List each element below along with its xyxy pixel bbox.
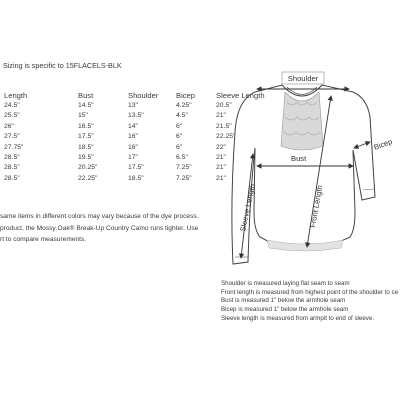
table-cell: 6" — [176, 133, 183, 141]
header-bicep: Bicep — [176, 91, 195, 100]
table-cell: 17.5" — [128, 164, 144, 172]
table-cell: 14.5" — [78, 102, 94, 109]
measurement-legend — [221, 280, 398, 324]
shoulder-label: Shoulder — [287, 74, 319, 83]
table-cell: 20.5" — [216, 102, 232, 109]
header-shoulder: Shoulder — [128, 91, 159, 100]
legend-line-sleeve-length: Sleeve length is measured from armpit to end of sleeve. — [221, 314, 375, 322]
dye-note-line: rt to compare measurements. — [0, 236, 87, 243]
table-cell: 21.5" — [216, 122, 232, 130]
table-cell: 7.25" — [176, 174, 192, 182]
table-cell: 21" — [216, 154, 226, 161]
table-cell: 28.5" — [4, 174, 20, 182]
table-cell: 28.5" — [4, 154, 20, 161]
table-cell: 17" — [128, 154, 138, 161]
table-cell: 22.25" — [216, 133, 236, 141]
right-cuff-seam — [363, 189, 374, 190]
table-cell: 25.5" — [4, 112, 20, 120]
legend-line-bust: Bust is measured 1" below the armhole seam — [221, 297, 346, 305]
bust-label: Bust — [291, 154, 307, 163]
table-cell: 20.25" — [78, 164, 98, 172]
bicep-label: Bicep — [372, 136, 394, 152]
table-cell: 6" — [176, 122, 183, 130]
table-cell: 13" — [128, 102, 138, 109]
lace-hem — [267, 240, 343, 251]
legend-line-bicep: Bicep is measured 1" below the armhole seam — [221, 306, 349, 314]
lace-panel — [281, 92, 323, 150]
table-cell: 6.5" — [176, 154, 188, 161]
table-cell: 16" — [128, 143, 138, 151]
shirt-measurement-diagram — [205, 62, 400, 277]
front-length-label: Front Length — [308, 184, 325, 229]
dye-note — [0, 211, 199, 246]
table-cell: 17.5" — [78, 133, 94, 141]
header-sleeve-length: Sleeve Length — [216, 91, 265, 100]
dye-note-line: product, the Mossy Oak® Break-Up Country Camo runs tighter. Use — [0, 224, 199, 232]
table-cell: 22.25" — [78, 174, 98, 182]
table-cell: 16" — [128, 133, 138, 141]
table-cell: 6" — [176, 143, 183, 151]
table-cell: 14" — [128, 122, 138, 130]
table-cell: 22" — [216, 143, 226, 151]
table-cell: 7.25" — [176, 164, 192, 172]
table-cell: 18.5" — [78, 143, 94, 151]
header-length: Length — [4, 91, 28, 100]
table-cell: 21" — [216, 174, 226, 182]
table-cell: 16.5" — [78, 122, 94, 130]
table-cell: 24.5" — [4, 102, 20, 109]
table-cell: 4.25" — [176, 102, 192, 109]
table-cell: 27.5" — [4, 133, 20, 141]
table-cell: 18.5" — [128, 174, 144, 182]
table-cell: 27.75" — [4, 143, 24, 151]
sizing-note: Sizing is specific to 15FLACELS-BLK — [3, 61, 122, 70]
sleeve-length-label: Sleeve Length — [238, 183, 258, 233]
dye-note-line: same items in different colors may vary because of the dye process. — [0, 213, 199, 220]
table-cell: 21" — [216, 164, 226, 172]
bicep-arrow — [354, 142, 370, 148]
table-cell: 4.5" — [176, 112, 188, 120]
header-bust: Bust — [78, 91, 94, 100]
legend-line-shoulder: Shoulder is measured laying flat seam to seam — [221, 280, 350, 287]
table-cell: 13.5" — [128, 112, 144, 120]
legend-line-front-length: Front length is measured from highest point of the shoulder to ce — [221, 288, 399, 296]
table-cell: 21" — [216, 112, 226, 120]
table-cell: 26" — [4, 122, 14, 130]
table-cell: 28.5" — [4, 164, 20, 172]
table-cell: 15" — [78, 112, 88, 120]
table-cell: 19.5" — [78, 154, 94, 161]
